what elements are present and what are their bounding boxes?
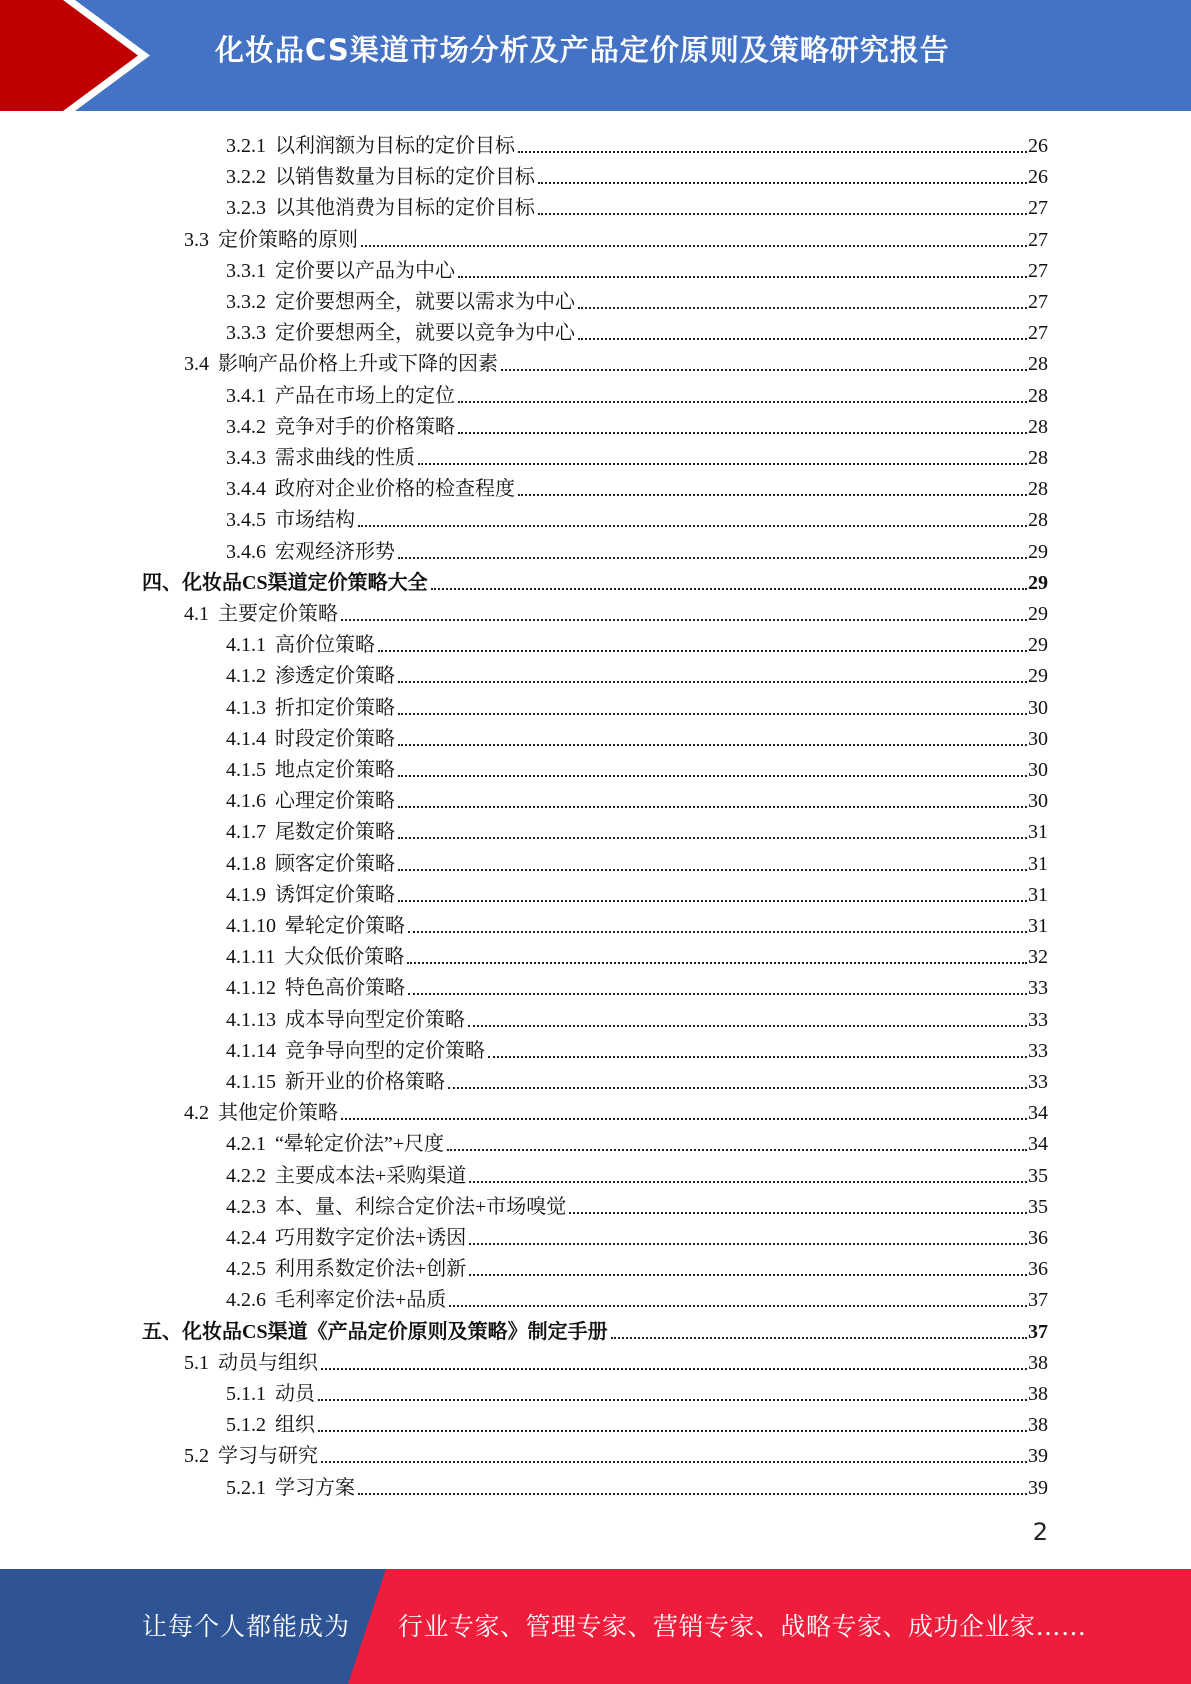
toc-entry-page: 33: [1028, 1039, 1048, 1062]
toc-entry[interactable]: [226, 158, 1048, 189]
toc-entry-title: 产品在市场上的定位: [275, 384, 455, 407]
toc-entry[interactable]: [226, 907, 1048, 938]
toc-dot-leader: [538, 213, 1027, 215]
toc-entry-number: 4.1.1: [226, 634, 266, 657]
toc-dot-leader: [358, 1493, 1027, 1495]
toc-entry-title: 以其他消费为目标的定价目标: [275, 197, 535, 220]
toc-entry[interactable]: [226, 1125, 1048, 1156]
toc-entry[interactable]: [184, 1344, 1048, 1375]
toc-dot-leader: [321, 1368, 1027, 1370]
toc-entry[interactable]: [184, 1094, 1048, 1125]
toc-entry-page: 30: [1028, 759, 1048, 781]
toc-entry[interactable]: [226, 626, 1048, 657]
toc-entry[interactable]: [184, 1437, 1048, 1468]
toc-entry-title: 以利润额为目标的定价目标: [275, 135, 515, 157]
toc-entry-title: 定价要以产品为中心: [275, 259, 455, 282]
toc-entry-title: 四、化妆品CS渠道定价策略大全: [142, 571, 428, 594]
toc-entry-title: 特色高价策略: [285, 977, 405, 1000]
toc-entry-title: 其他定价策略: [218, 1102, 338, 1125]
toc-entry-number: 4.2.6: [226, 1289, 266, 1312]
toc-entry-title: 需求曲线的性质: [275, 447, 415, 469]
toc-entry-number: 4.1.6: [226, 790, 266, 813]
toc-entry-page: 26: [1028, 166, 1048, 189]
toc-entry[interactable]: [226, 470, 1048, 501]
toc-entry-number: 3.4.3: [226, 447, 266, 469]
toc-entry-page: 29: [1028, 603, 1048, 625]
toc-entry[interactable]: [226, 876, 1048, 907]
toc-entry-number: 4.1.7: [226, 821, 266, 844]
toc-entry-page: 32: [1028, 946, 1048, 969]
toc-entry[interactable]: [226, 1281, 1048, 1312]
toc-dot-leader: [398, 713, 1027, 715]
toc-entry-page: 29: [1028, 571, 1048, 594]
page-footer: [0, 1569, 1191, 1684]
toc-entry-title: 大众低价策略: [284, 946, 405, 969]
toc-entry-title: 市场结构: [275, 509, 355, 532]
toc-entry-number: 4.1.8: [226, 852, 266, 875]
toc-entry[interactable]: [226, 252, 1048, 283]
toc-entry-number: 4.1.9: [226, 883, 266, 906]
toc-entry-page: 28: [1028, 384, 1048, 407]
toc-entry-page: 38: [1028, 1351, 1048, 1374]
toc-entry[interactable]: [226, 377, 1048, 408]
toc-entry[interactable]: [226, 189, 1048, 220]
toc-entry-title: 动员与组织: [218, 1351, 318, 1374]
toc-entry-number: 4.1.2: [226, 665, 266, 688]
toc-entry-number: 4.2.5: [226, 1258, 266, 1281]
toc-dot-leader: [408, 931, 1027, 933]
toc-entry-number: 3.4: [184, 353, 209, 376]
toc-dot-leader: [458, 276, 1027, 278]
toc-entry-number: 3.4.6: [226, 540, 266, 563]
toc-dot-leader: [458, 401, 1027, 403]
toc-dot-leader: [408, 993, 1027, 995]
toc-dot-leader: [418, 463, 1027, 465]
toc-entry[interactable]: [226, 283, 1048, 314]
toc-dot-leader: [518, 151, 1027, 153]
header-chevron-decoration: [0, 0, 170, 111]
toc-entry-page: 37: [1028, 1289, 1048, 1312]
toc-entry-title: 政府对企业价格的检查程度: [275, 478, 515, 501]
toc-entry-title: 新开业的价格策略: [285, 1071, 445, 1093]
toc-entry-page: 31: [1028, 915, 1048, 937]
toc-entry-title: 主要成本法+采购渠道: [275, 1164, 467, 1187]
toc-entry[interactable]: [184, 221, 1048, 252]
toc-dot-leader: [448, 1087, 1027, 1089]
toc-entry-number: 3.3: [184, 228, 209, 251]
toc-dot-leader: [611, 1337, 1027, 1339]
toc-entry[interactable]: [226, 1032, 1048, 1063]
toc-entry-number: 4.1.4: [226, 727, 266, 750]
toc-dot-leader: [398, 557, 1027, 559]
toc-entry-number: 4.1: [184, 603, 209, 625]
toc-entry[interactable]: [226, 408, 1048, 439]
toc-dot-leader: [361, 245, 1027, 247]
toc-entry-title: 顾客定价策略: [275, 852, 395, 875]
toc-entry-title: 晕轮定价策略: [285, 915, 405, 937]
toc-entry-page: 29: [1028, 665, 1048, 688]
toc-entry-number: 4.1.5: [226, 759, 266, 781]
toc-entry-title: 地点定价策略: [275, 759, 395, 781]
toc-entry[interactable]: [226, 501, 1048, 532]
toc-entry[interactable]: [226, 1188, 1048, 1219]
toc-entry[interactable]: [142, 1313, 1048, 1344]
toc-dot-leader: [398, 775, 1027, 777]
toc-dot-leader: [407, 962, 1027, 964]
toc-dot-leader: [449, 1305, 1027, 1307]
toc-entry-title: 宏观经济形势: [275, 540, 395, 563]
page-number: 2: [1032, 1518, 1048, 1546]
toc-entry[interactable]: [226, 969, 1048, 1000]
toc-entry-title: 五、化妆品CS渠道《产品定价原则及策略》制定手册: [142, 1320, 608, 1343]
toc-entry-number: 4.1.12: [226, 977, 276, 1000]
toc-entry-number: 3.2.1: [226, 135, 266, 157]
toc-entry[interactable]: [226, 1063, 1048, 1094]
toc-dot-leader: [538, 182, 1027, 184]
toc-entry-page: 36: [1028, 1227, 1048, 1249]
toc-entry-page: 31: [1028, 852, 1048, 875]
toc-entry-number: 3.4.1: [226, 384, 266, 407]
toc-entry-number: 5.1.1: [226, 1383, 266, 1405]
toc-dot-leader: [398, 806, 1027, 808]
toc-entry-page: 39: [1028, 1445, 1048, 1468]
toc-entry-page: 36: [1028, 1258, 1048, 1281]
toc-dot-leader: [398, 681, 1027, 683]
toc-dot-leader: [468, 1025, 1027, 1027]
toc-dot-leader: [318, 1430, 1027, 1432]
toc-entry[interactable]: [226, 314, 1048, 345]
toc-entry-title: “晕轮定价法”+尺度: [275, 1133, 445, 1156]
toc-entry-title: 诱饵定价策略: [275, 883, 395, 906]
toc-entry-number: 4.2.4: [226, 1227, 266, 1249]
toc-entry[interactable]: [226, 1469, 1048, 1500]
footer-slogan-right: 行业专家、管理专家、营销专家、战略专家、成功企业家……: [398, 1612, 1087, 1641]
toc-dot-leader: [469, 1243, 1027, 1245]
report-title: 化妆品CS渠道市场分析及产品定价原则及策略研究报告: [215, 33, 950, 67]
toc-entry[interactable]: [226, 439, 1048, 470]
toc-entry-title: 学习与研究: [218, 1445, 318, 1468]
toc-entry[interactable]: [226, 533, 1048, 564]
toc-entry-page: 30: [1028, 696, 1048, 719]
toc-entry-title: 主要定价策略: [218, 603, 338, 625]
toc-entry-title: 利用系数定价法+创新: [275, 1258, 467, 1281]
toc-entry-number: 4.2.1: [226, 1133, 266, 1156]
toc-entry-page: 34: [1028, 1133, 1048, 1156]
toc-entry-page: 38: [1028, 1383, 1048, 1405]
toc-entry-number: 4.1.14: [226, 1039, 276, 1062]
toc-entry-page: 27: [1028, 291, 1048, 313]
toc-dot-leader: [447, 1149, 1027, 1151]
toc-entry-title: 成本导向型定价策略: [285, 1008, 465, 1031]
toc-entry-title: 时段定价策略: [275, 727, 395, 750]
toc-dot-leader: [398, 900, 1027, 902]
toc-entry-number: 3.3.3: [226, 322, 266, 345]
toc-entry-page: 33: [1028, 1008, 1048, 1031]
toc-entry-number: 4.2: [184, 1102, 209, 1125]
toc-entry-page: 39: [1028, 1476, 1048, 1499]
toc-dot-leader: [431, 588, 1027, 590]
toc-entry-page: 28: [1028, 509, 1048, 532]
page-header: [0, 0, 1191, 111]
toc-entry-page: 35: [1028, 1164, 1048, 1187]
toc-entry-number: 5.2: [184, 1445, 209, 1468]
toc-entry[interactable]: [226, 1406, 1048, 1437]
toc-entry-number: 5.2.1: [226, 1476, 266, 1499]
toc-entry-title: 高价位策略: [275, 634, 375, 657]
toc-entry[interactable]: [226, 1250, 1048, 1281]
toc-entry-number: 4.2.2: [226, 1164, 266, 1187]
toc-dot-leader: [469, 1181, 1027, 1183]
toc-dot-leader: [488, 1056, 1027, 1058]
toc-entry-page: 29: [1028, 540, 1048, 563]
toc-entry-title: 毛利率定价法+品质: [275, 1289, 447, 1312]
toc-entry-title: 影响产品价格上升或下降的因素: [218, 353, 498, 376]
toc-entry-number: 4.1.13: [226, 1008, 276, 1031]
toc-entry-title: 定价要想两全，就要以需求为中心: [275, 291, 575, 313]
toc-entry-page: 37: [1028, 1320, 1048, 1343]
toc-entry-page: 33: [1028, 977, 1048, 1000]
toc-entry-title: 巧用数字定价法+诱因: [275, 1227, 467, 1249]
toc-entry[interactable]: [184, 345, 1048, 376]
toc-entry[interactable]: [226, 938, 1048, 969]
toc-entry-page: 29: [1028, 634, 1048, 657]
toc-dot-leader: [341, 1118, 1027, 1120]
toc-entry-title: 尾数定价策略: [275, 821, 395, 844]
toc-dot-leader: [518, 494, 1027, 496]
toc-entry-number: 3.2.2: [226, 166, 266, 189]
toc-entry-number: 4.1.11: [226, 946, 276, 969]
toc-entry[interactable]: [226, 1001, 1048, 1032]
toc-entry-page: 28: [1028, 478, 1048, 501]
toc-dot-leader: [501, 369, 1027, 371]
toc-entry-page: 27: [1028, 259, 1048, 282]
toc-entry-title: 渗透定价策略: [275, 665, 395, 688]
toc-entry[interactable]: [226, 1375, 1048, 1406]
toc-entry-page: 30: [1028, 790, 1048, 813]
toc-entry-page: 28: [1028, 415, 1048, 438]
toc-entry[interactable]: [226, 127, 1048, 158]
toc-entry-number: 5.1.2: [226, 1414, 266, 1437]
toc-dot-leader: [469, 1274, 1027, 1276]
toc-entry-title: 折扣定价策略: [275, 696, 395, 719]
toc-entry-page: 27: [1028, 322, 1048, 345]
toc-entry-page: 30: [1028, 727, 1048, 750]
toc-entry-title: 学习方案: [275, 1476, 355, 1499]
toc-dot-leader: [358, 525, 1027, 527]
toc-entry-title: 动员: [275, 1383, 315, 1405]
toc-entry-page: 28: [1028, 353, 1048, 376]
toc-dot-leader: [578, 338, 1027, 340]
toc-entry[interactable]: [226, 813, 1048, 844]
toc-entry[interactable]: [226, 1219, 1048, 1250]
toc-entry[interactable]: [226, 782, 1048, 813]
toc-entry-page: 38: [1028, 1414, 1048, 1437]
toc-dot-leader: [398, 744, 1027, 746]
toc-entry[interactable]: [226, 689, 1048, 720]
toc-dot-leader: [578, 307, 1027, 309]
toc-entry-page: 28: [1028, 447, 1048, 469]
toc-entry-number: 5.1: [184, 1351, 209, 1374]
toc-entry-page: 27: [1028, 197, 1048, 220]
toc-dot-leader: [341, 619, 1027, 621]
toc-entry-number: 4.1.3: [226, 696, 266, 719]
toc-entry-page: 34: [1028, 1102, 1048, 1125]
toc-entry-number: 4.1.15: [226, 1071, 276, 1093]
toc-dot-leader: [398, 837, 1027, 839]
toc-entry[interactable]: [226, 751, 1048, 782]
toc-dot-leader: [378, 650, 1027, 652]
toc-entry-title: 竞争对手的价格策略: [275, 415, 455, 438]
toc-dot-leader: [458, 432, 1027, 434]
toc-entry[interactable]: [184, 595, 1048, 626]
toc-entry-number: 3.4.5: [226, 509, 266, 532]
toc-entry-title: 本、量、利综合定价法+市场嗅觉: [275, 1195, 567, 1218]
toc-entry-number: 3.2.3: [226, 197, 266, 220]
toc-entry-page: 31: [1028, 821, 1048, 844]
toc-dot-leader: [569, 1212, 1027, 1214]
toc-entry-number: 3.4.4: [226, 478, 266, 501]
toc-dot-leader: [318, 1399, 1027, 1401]
toc-entry-number: 4.2.3: [226, 1195, 266, 1218]
toc-entry[interactable]: [226, 1157, 1048, 1188]
toc-dot-leader: [398, 869, 1027, 871]
footer-slogan-left: 让每个人都能成为: [142, 1612, 351, 1641]
toc-entry-page: 31: [1028, 883, 1048, 906]
toc-entry-page: 27: [1028, 228, 1048, 251]
toc-entry-title: 心理定价策略: [275, 790, 395, 813]
toc-entry-title: 以销售数量为目标的定价目标: [275, 166, 535, 189]
toc-entry-title: 组织: [275, 1414, 315, 1437]
toc-entry-page: 35: [1028, 1195, 1048, 1218]
toc-dot-leader: [321, 1461, 1027, 1463]
toc-entry-number: 3.3.1: [226, 259, 266, 282]
toc-entry-number: 3.4.2: [226, 415, 266, 438]
toc-entry-title: 竞争导向型的定价策略: [285, 1039, 485, 1062]
toc-entry-number: 3.3.2: [226, 291, 266, 313]
toc-entry[interactable]: [142, 564, 1048, 595]
toc-entry[interactable]: [226, 657, 1048, 688]
toc-entry-title: 定价策略的原则: [218, 228, 358, 251]
toc-entry-number: 4.1.10: [226, 915, 276, 937]
toc-entry-title: 定价要想两全，就要以竞争为中心: [275, 322, 575, 345]
toc-entry[interactable]: [226, 720, 1048, 751]
toc-entry-page: 26: [1028, 135, 1048, 157]
toc-entry-page: 33: [1028, 1071, 1048, 1093]
toc-entry[interactable]: [226, 845, 1048, 876]
